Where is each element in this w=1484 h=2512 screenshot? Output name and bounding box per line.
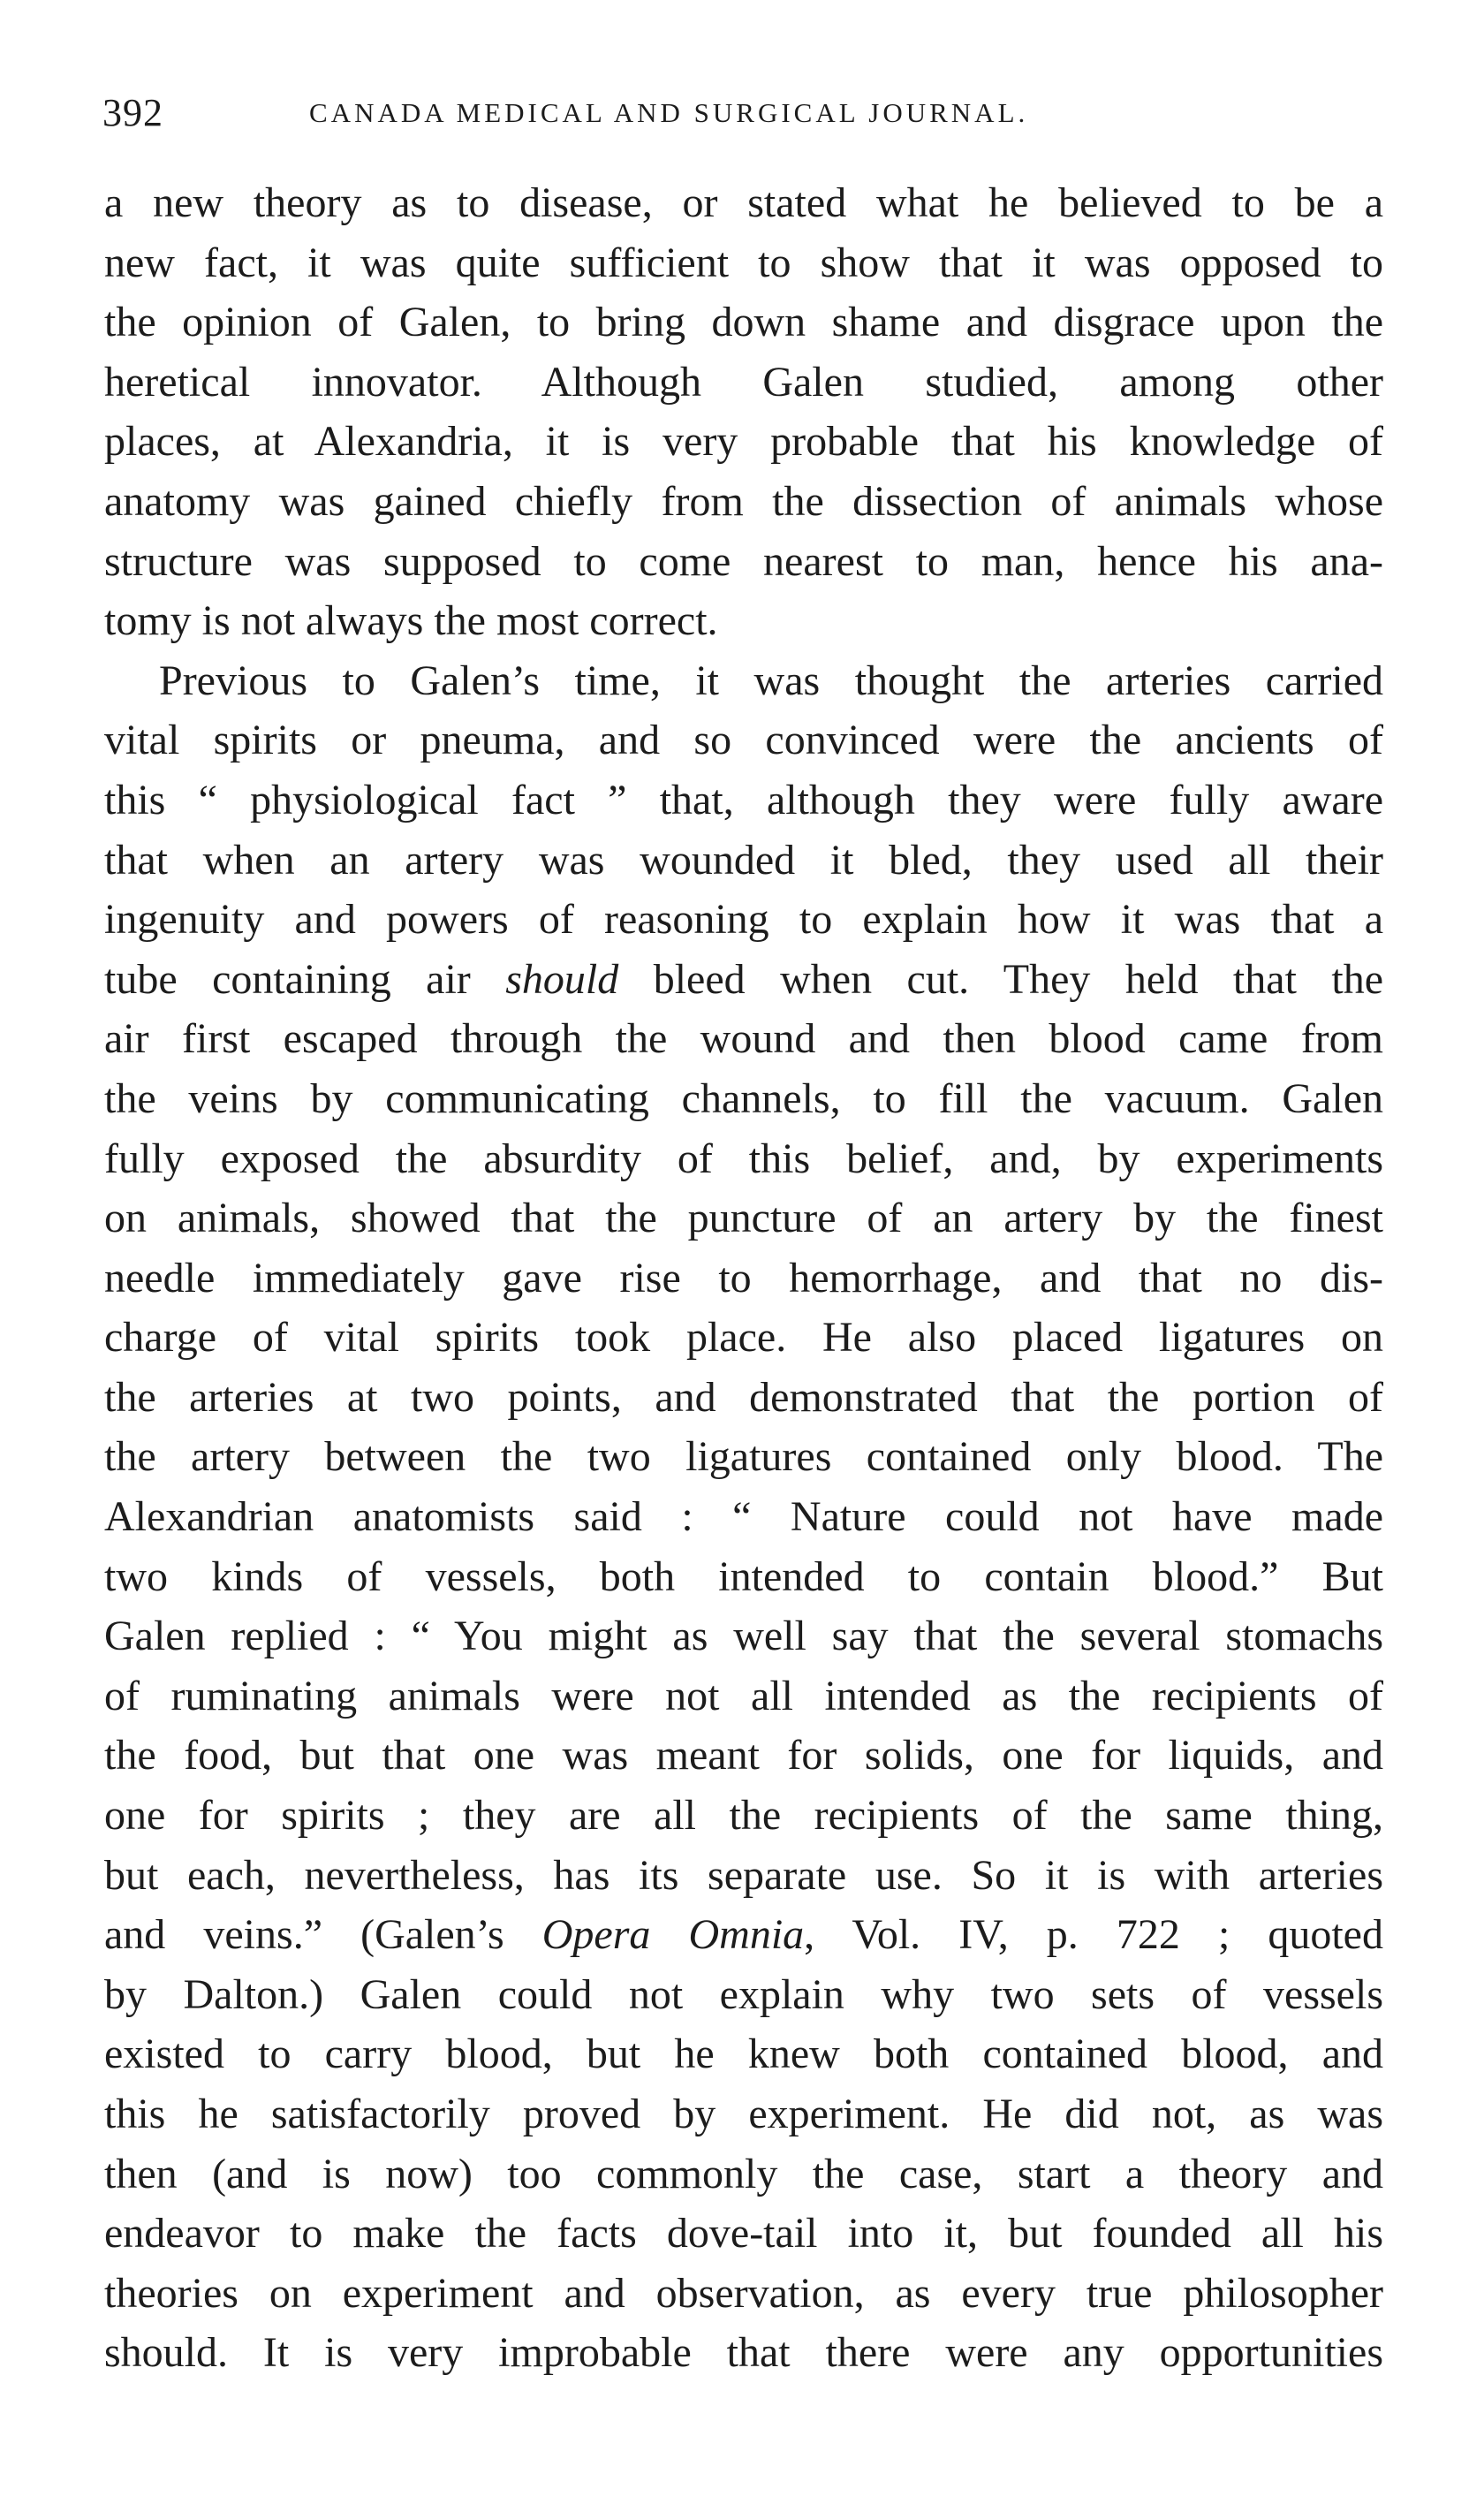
text-line [104,1368,1383,1428]
text-line [104,950,1383,1010]
text-segment: charge of vital spirits took place. He also placed ligatures on [104,1314,1383,1362]
italic-text-segment: Opera Omnia [541,1911,805,1959]
text-line [104,472,1383,532]
text-segment: the food, but that one was meant for solids, one for liquids, and [104,1732,1383,1780]
text-line [104,2024,1383,2084]
text-segment: existed to carry blood, but he knew both contained blood, and [104,2030,1383,2078]
text-segment: this “ physiological fact ” that, although they were fully aware [104,776,1383,823]
text-segment: ingenuity and powers of reasoning to explain how it was that a [104,896,1383,944]
text-line [104,292,1383,353]
text-segment: the opinion of Galen, to bring down shame and disgrace upon the [104,299,1383,346]
text-segment: that when an artery was wounded it bled, they used all their [104,836,1383,884]
text-line [104,532,1383,592]
body-text [104,173,1383,2383]
page-number: 392 [102,91,163,134]
text-segment: tube containing air [104,955,506,1003]
text-line [104,1666,1383,1727]
text-line [104,412,1383,472]
text-line [104,1129,1383,1189]
text-segment: the artery between the two ligatures contained only blood. The [104,1433,1383,1481]
text-line [104,1188,1383,1248]
text-segment: bleed when cut. They held that the [618,955,1383,1003]
text-segment: on animals, showed that the puncture of an artery by the finest [104,1195,1383,1242]
text-line [104,890,1383,950]
text-line [104,710,1383,770]
text-segment: fully exposed the absurdity of this belief, and, by experiments [104,1135,1383,1182]
text-line [104,2144,1383,2205]
text-segment: Previous to Galen’s time, it was thought the arteries carried [159,656,1383,704]
text-segment: structure was supposed to come nearest to man, hence his ana- [104,537,1383,585]
text-line [104,2264,1383,2324]
text-segment: places, at Alexandria, it is very probable that his knowledge of [104,418,1383,466]
text-segment: tomy is not always the most correct. [104,597,718,645]
text-line [104,651,1383,711]
text-line [104,1487,1383,1547]
text-line [104,1905,1383,1965]
text-line [104,1308,1383,1368]
text-line [104,1427,1383,1487]
text-segment: , Vol. IV, p. 722 ; quoted [804,1911,1383,1959]
text-segment: two kinds of vessels, both intended to contain blood.” But [104,1552,1383,1600]
text-segment: vital spirits or pneuma, and so convinced were the ancients of [104,717,1383,764]
text-segment: should. It is very improbable that there were any opportunities [104,2329,1383,2377]
text-segment: air first escaped through the wound and then blood came from [104,1015,1383,1063]
text-segment: endeavor to make the facts dove-tail into it, but founded all his [104,2210,1383,2258]
text-segment: theories on experiment and observation, as every true philosopher [104,2269,1383,2317]
text-line [104,1965,1383,2025]
text-line [104,2204,1383,2264]
text-segment: then (and is now) too commonly the case, start a theory and [104,2150,1383,2197]
text-line [104,1846,1383,1906]
text-line [104,353,1383,413]
text-line [104,1009,1383,1069]
text-line [104,770,1383,831]
text-segment: and veins.” (Galen’s [104,1911,542,1959]
text-line [104,1606,1383,1666]
running-head [102,87,1401,140]
text-segment: the arteries at two points, and demonstrated that the portion of [104,1373,1383,1421]
text-segment: a new theory as to disease, or stated what he believed to be a [104,179,1383,226]
text-segment: this he satisfactorily proved by experiment. He did not, as was [104,2091,1383,2137]
text-segment: anatomy was gained chiefly from the dissection of animals whose [104,477,1383,525]
text-segment: heretical innovator. Although Galen studied, among other [104,358,1383,406]
italic-text-segment: should [505,955,619,1003]
text-line [104,173,1383,233]
text-segment: new fact, it was quite sufficient to show that it was opposed to [104,239,1383,286]
text-line [104,831,1383,891]
text-line [104,2323,1383,2383]
text-segment: but each, nevertheless, has its separate use. So it is with arteries [104,1851,1383,1899]
text-segment: of ruminating animals were not all intended as the recipients of [104,1672,1383,1719]
text-segment: Alexandrian anatomists said : “ Nature could not have made [104,1493,1383,1541]
text-line [104,2084,1383,2144]
text-segment: needle immediately gave rise to hemorrhage, and that no dis- [104,1254,1383,1302]
text-line [104,1786,1383,1846]
text-line [104,1547,1383,1607]
journal-title: CANADA MEDICAL AND SURGICAL JOURNAL. [309,97,1029,128]
text-line [104,1248,1383,1309]
text-line [104,591,1383,651]
text-segment: the veins by communicating channels, to fill the vacuum. Galen [104,1074,1383,1122]
text-line [104,1726,1383,1786]
text-segment: by Dalton.) Galen could not explain why two sets of vessels [104,1970,1383,2018]
text-segment: Galen replied : “ You might as well say that the several stomachs [104,1613,1383,1660]
text-line [104,1069,1383,1129]
text-segment: one for spirits ; they are all the recipients of the same thing, [104,1792,1383,1840]
text-line [104,233,1383,293]
